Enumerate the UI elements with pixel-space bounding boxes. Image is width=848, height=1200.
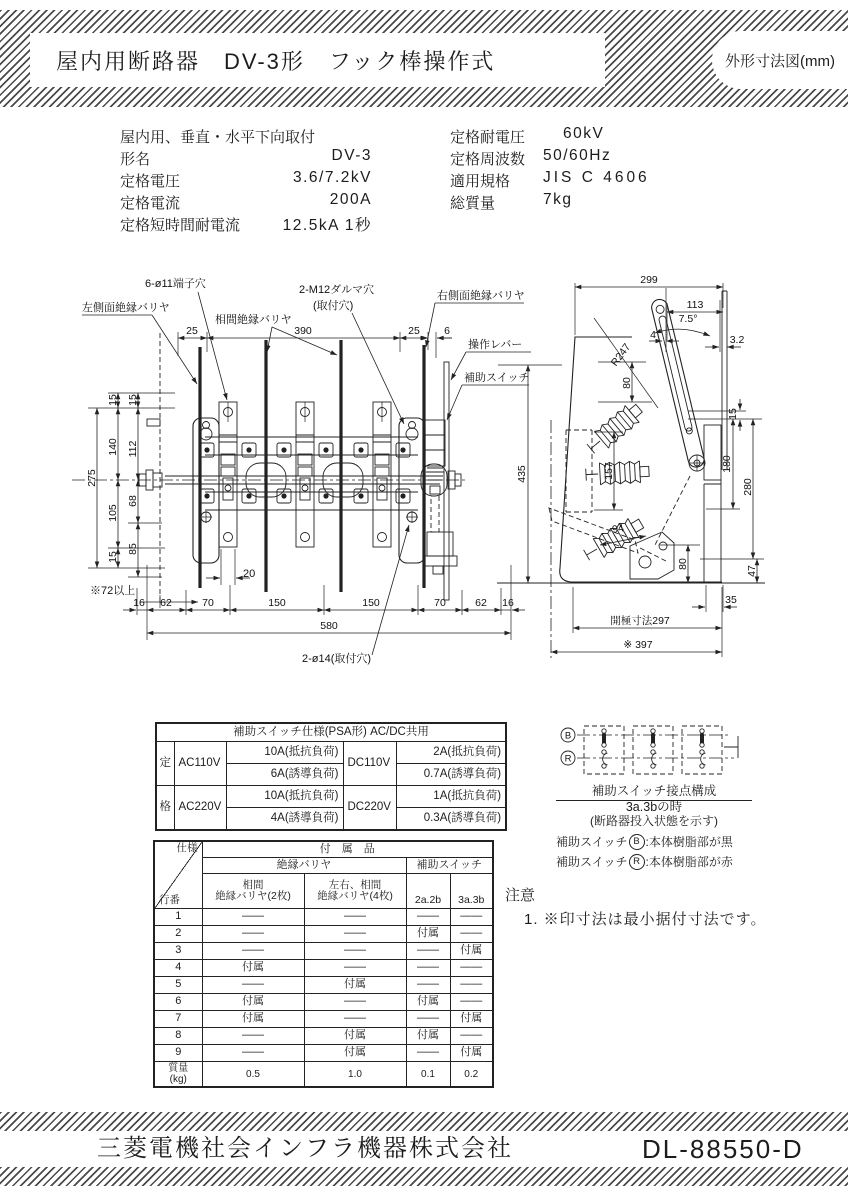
dim-label: 25 — [408, 325, 420, 337]
footer-hatch-band-top — [0, 1112, 848, 1131]
page-title: 屋内用断路器 DV-3形 フック棒操作式 — [56, 48, 496, 74]
col-header-phase: 相間 絶縁バリヤ(2枚) — [202, 874, 304, 909]
col-header-lr: 左右、相間 絶縁バリヤ(4枚) — [304, 874, 406, 909]
table-row: 3 —— —— —— 付属 — [154, 943, 493, 960]
spec-value: 60kV — [563, 125, 605, 142]
footer-hatch-band-bottom — [0, 1167, 848, 1186]
dim-label: 開極寸法297 — [610, 615, 670, 627]
dim-label: 3.2 — [729, 334, 745, 346]
front-extension-lines — [82, 303, 531, 640]
callout-terminal-holes: 6-ø11端子穴 — [145, 278, 206, 290]
table-row: 2 —— —— 付属 —— — [154, 926, 493, 943]
page-title-box — [30, 33, 605, 87]
dim-label: 299 — [640, 274, 658, 286]
dim-label: 94 — [611, 522, 625, 536]
spec-label: 形名 — [120, 151, 151, 168]
callout-daruma-hole-sub: (取付穴) — [313, 300, 354, 312]
dc-voltage: DC220V — [343, 786, 396, 831]
spec-value: 12.5kA 1秒 — [282, 217, 372, 234]
ac-rating: 6A(誘導負荷) — [226, 764, 343, 786]
dim-label: 435 — [516, 465, 528, 483]
callout-aux-switch: 補助スイッチ — [464, 372, 530, 384]
dim-label: 15 — [107, 394, 119, 406]
spec-label: 定格短時間耐電流 — [120, 217, 241, 234]
circled-r-icon: R — [629, 854, 645, 870]
dim-label: 62 — [160, 597, 172, 609]
drawing-type-label: 外形寸法図(mm) — [725, 52, 835, 70]
table-row: 7 付属 —— —— 付属 — [154, 1011, 493, 1028]
dim-label: 105 — [107, 504, 119, 522]
contact-diagram-title: 補助スイッチ接点構成 — [556, 781, 752, 801]
dim-label: 35 — [725, 594, 737, 606]
spec-value: 200A — [329, 191, 372, 208]
dim-label: 6 — [444, 325, 450, 337]
dc-voltage: DC110V — [343, 742, 396, 786]
dim-label: 180 — [721, 455, 733, 473]
notes-title: 注意 — [505, 887, 536, 904]
contact-diagram-state-note: (断路器投入状態を示す) — [590, 814, 718, 828]
dc-rating: 0.7A(誘導負荷) — [396, 764, 506, 786]
corner-row-label: 行番 — [159, 894, 180, 907]
contact-box — [682, 726, 722, 774]
dimension-drawings — [0, 248, 848, 688]
dc-rating: 1A(抵抗負荷) — [396, 786, 506, 808]
dim-label: 16 — [502, 597, 514, 609]
insulator-bellows — [585, 460, 649, 485]
ac-rating: 10A(抵抗負荷) — [226, 742, 343, 764]
table-row: 1 —— —— —— —— — [154, 909, 493, 926]
radius-line — [594, 318, 658, 408]
spec-value: JIS C 4606 — [543, 169, 650, 186]
dc-rating: 2A(抵抗負荷) — [396, 742, 506, 764]
accessories-table — [153, 840, 494, 1088]
group-insulation-barrier: 絶縁バリヤ — [202, 858, 406, 874]
contact-box — [584, 726, 624, 774]
dim-label: 16 — [133, 597, 145, 609]
dim-label: 20 — [243, 568, 256, 580]
corner-spec-label: 仕様 — [176, 842, 198, 854]
callout-mount-hole: 2-ø14(取付穴) — [302, 653, 372, 665]
rating-char: 定 — [156, 742, 174, 786]
circled-b-icon: B — [629, 834, 645, 850]
table-row: 9 —— 付属 —— 付属 — [154, 1045, 493, 1062]
dim-label: 275 — [86, 469, 98, 487]
col-header-2a2b: 2a.2b — [406, 874, 450, 909]
dim-label: 15 — [107, 551, 119, 563]
contact-config-diagram — [558, 722, 748, 780]
dim-label: 68 — [127, 495, 139, 507]
dim-label: 15 — [127, 394, 139, 406]
drawing-type-box — [712, 31, 848, 89]
dim-label: 390 — [294, 325, 312, 337]
dim-label: 280 — [742, 478, 754, 496]
rating-char: 格 — [156, 786, 174, 831]
contact-diagram-condition: 3a.3bの時 — [625, 800, 683, 814]
side-view — [497, 274, 765, 658]
callout-right-barrier: 右側面絶縁バリヤ — [437, 290, 525, 302]
dim-label: 70 — [434, 597, 446, 609]
dim-label: 85 — [127, 543, 139, 555]
spec-value: 3.6/7.2kV — [293, 169, 372, 186]
front-view — [72, 276, 531, 665]
ac-voltage: AC220V — [174, 786, 226, 831]
legend-switch-b: 補助スイッチ B :本体樹脂部が黒 — [556, 835, 733, 849]
dc-rating: 0.3A(誘導負荷) — [396, 808, 506, 831]
footer-company: 三菱電機社会インフラ機器株式会社 — [97, 1135, 513, 1162]
dim-label: 150 — [362, 597, 380, 609]
switch-r-mark: R — [564, 753, 572, 765]
pole-assembly — [200, 402, 256, 547]
dim-label: ※72以上 — [90, 585, 136, 597]
dim-label: 80 — [621, 377, 633, 389]
mass-row: 質量 (kg) 0.5 1.0 0.1 0.2 — [154, 1062, 493, 1088]
spec-value: 50/60Hz — [543, 147, 612, 164]
ac-rating: 10A(抵抗負荷) — [226, 786, 343, 808]
ac-voltage: AC110V — [174, 742, 226, 786]
footer-doc-number: DL-88550-D — [642, 1134, 804, 1164]
col-header-3a3b: 3a.3b — [450, 874, 493, 909]
spec-label: 定格電圧 — [120, 173, 181, 190]
mass-label: 質量 (kg) — [154, 1062, 202, 1088]
dim-label: 7.5° — [678, 313, 698, 325]
table-row: 5 —— 付属 —— —— — [154, 977, 493, 994]
callout-left-barrier: 左側面絶縁バリヤ — [82, 302, 170, 314]
spec-label: 定格周波数 — [450, 151, 526, 168]
usage-note: 屋内用、垂直・水平下向取付 — [120, 129, 316, 146]
dim-label: 150 — [268, 597, 286, 609]
dim-label: R247 — [608, 341, 634, 369]
spec-value: 7kg — [543, 191, 573, 208]
ac-rating: 4A(誘導負荷) — [226, 808, 343, 831]
dim-label: 15 — [727, 408, 739, 420]
aux-table-title: 補助スイッチ仕様(PSA形) AC/DC共用 — [156, 723, 506, 742]
callout-daruma-hole: 2-M12ダルマ穴 — [299, 284, 375, 296]
dim-label: 140 — [107, 438, 119, 456]
dim-label: 62 — [475, 597, 487, 609]
switch-b-mark: B — [564, 730, 572, 742]
dim-label: 157 — [603, 462, 615, 480]
callout-phase-barrier: 相間絶縁バリヤ — [215, 314, 292, 326]
front-view-body — [72, 333, 465, 603]
spec-value: DV-3 — [331, 147, 372, 164]
dim-label: 47 — [746, 565, 758, 577]
aux-switch-spec-table — [155, 722, 507, 831]
dim-label: ※ 397 — [623, 639, 653, 651]
spec-label: 総質量 — [450, 195, 496, 212]
accessories-title: 付 属 品 — [202, 841, 493, 858]
aux-switch-assembly — [423, 420, 457, 574]
table-row: 4 付属 —— —— —— — [154, 960, 493, 977]
spec-label: 定格電流 — [120, 195, 181, 212]
spec-label: 適用規格 — [450, 173, 511, 190]
insulator-bellows — [584, 400, 646, 457]
callout-lever: 操作レバー — [468, 339, 523, 351]
dim-label: 25 — [186, 325, 198, 337]
table-row: 6 付属 —— 付属 —— — [154, 994, 493, 1011]
dim-label: 70 — [202, 597, 214, 609]
contact-box — [633, 726, 673, 774]
dim-label: 80 — [677, 558, 689, 570]
dim-label: 112 — [127, 440, 139, 458]
table-row: 8 —— 付属 付属 —— — [154, 1028, 493, 1045]
dim-label: 113 — [686, 299, 704, 311]
table-corner-cell — [154, 841, 202, 909]
dim-label: 580 — [320, 620, 338, 632]
spec-label: 定格耐電圧 — [450, 129, 526, 146]
legend-switch-r: 補助スイッチ R :本体樹脂部が赤 — [556, 855, 733, 869]
group-aux-switch: 補助スイッチ — [406, 858, 493, 874]
dim-label: 4 — [650, 329, 656, 341]
insulator-bellows — [581, 514, 647, 565]
note-item-1: 1. ※印寸法は最小据付寸法です。 — [524, 911, 767, 928]
